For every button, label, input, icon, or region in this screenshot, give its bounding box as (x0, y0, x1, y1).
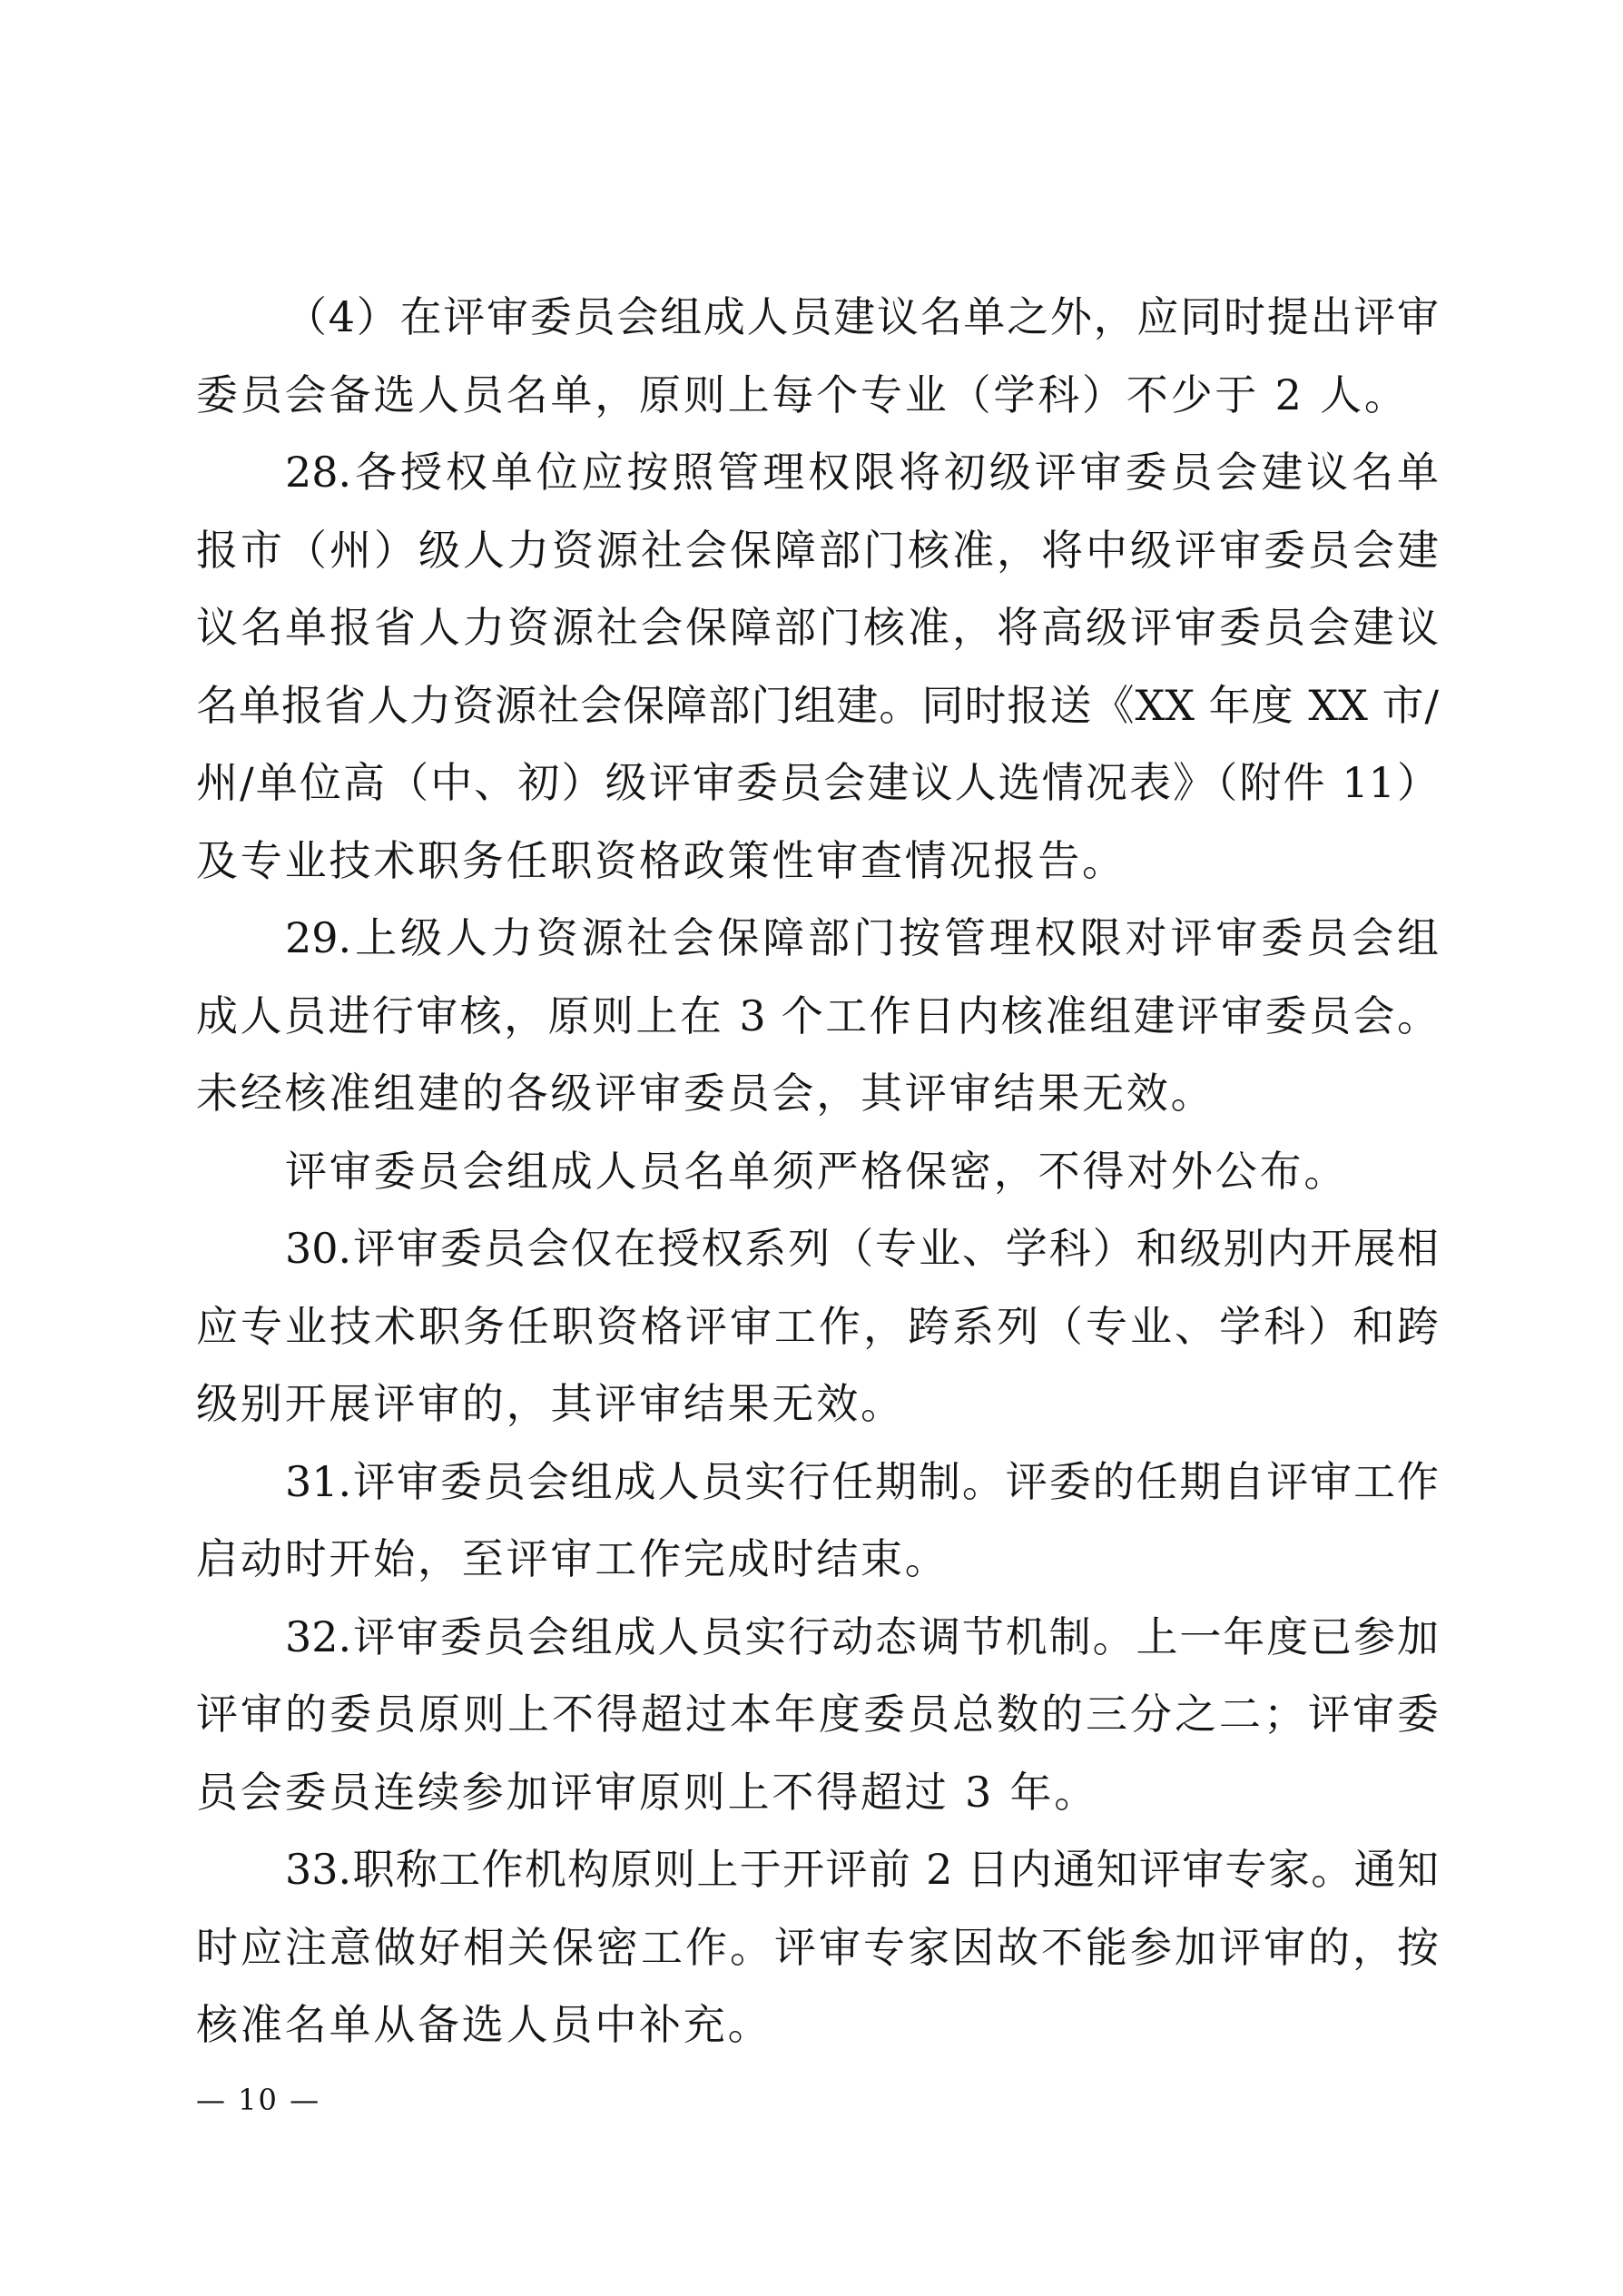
paragraph-article-31 (196, 1444, 1439, 1599)
paragraph-line: 31.评审委员会组成人员实行任期制。评委的任期自评审工作 (285, 1456, 1439, 1506)
paragraph-article-33 (196, 1831, 1439, 2064)
paragraph-line: 时应注意做好相关保密工作。评审专家因故不能参加评审的，按 (196, 1922, 1439, 1972)
paragraph-line: 评审的委员原则上不得超过本年度委员总数的三分之二；评审委 (196, 1690, 1439, 1739)
paragraph-line: 33.职称工作机构原则上于开评前 2 日内通知评审专家。通知 (285, 1845, 1439, 1894)
paragraph-line: 启动时开始，至评审工作完成时结束。 (196, 1534, 949, 1583)
paragraph-item-4 (196, 279, 1439, 434)
paragraph-line: 及专业技术职务任职资格政策性审查情况报告。 (196, 835, 1126, 885)
paragraph-line: 应专业技术职务任职资格评审工作，跨系列（专业、学科）和跨 (196, 1301, 1439, 1351)
paragraph-line: 员会委员连续参加评审原则上不得超过 3 年。 (196, 1767, 1099, 1817)
paragraph-confidentiality (196, 1133, 1439, 1211)
paragraph-line: 级别开展评审的，其评审结果无效。 (196, 1379, 905, 1428)
paragraph-line: 核准名单从备选人员中补充。 (196, 2000, 772, 2049)
paragraph-line: 成人员进行审核，原则上在 3 个工作日内核准组建评审委员会。 (196, 990, 1439, 1040)
page-number: — 10 — (196, 2083, 321, 2117)
document-body (196, 279, 1439, 2064)
paragraph-line: 评审委员会组成人员名单须严格保密，不得对外公布。 (285, 1146, 1349, 1196)
paragraph-line: 28.各授权单位应按照管理权限将初级评审委员会建议名单 (285, 448, 1439, 497)
paragraph-line: 29.上级人力资源社会保障部门按管理权限对评审委员会组 (285, 913, 1439, 962)
paragraph-line: 名单报省人力资源社会保障部门组建。同时报送《XX 年度 XX 市/ (196, 680, 1439, 730)
paragraph-line: 报市（州）级人力资源社会保障部门核准，将中级评审委员会建 (196, 525, 1439, 575)
paragraph-line: （4）在评审委员会组成人员建议名单之外，应同时提出评审 (285, 292, 1439, 341)
paragraph-line: 州/单位高（中、初）级评审委员会建议人选情况表》（附件 11） (196, 758, 1439, 807)
paragraph-article-32 (196, 1599, 1439, 1832)
paragraph-article-28 (196, 434, 1439, 900)
paragraph-line: 未经核准组建的各级评审委员会，其评审结果无效。 (196, 1069, 1215, 1118)
paragraph-line: 委员会备选人员名单，原则上每个专业（学科）不少于 2 人。 (196, 370, 1409, 419)
paragraph-line: 议名单报省人力资源社会保障部门核准，将高级评审委员会建议 (196, 603, 1439, 652)
paragraph-article-29 (196, 900, 1439, 1133)
paragraph-article-30 (196, 1210, 1439, 1444)
paragraph-line: 30.评审委员会仅在授权系列（专业、学科）和级别内开展相 (285, 1224, 1439, 1273)
paragraph-line: 32.评审委员会组成人员实行动态调节机制。上一年度已参加 (285, 1611, 1439, 1661)
